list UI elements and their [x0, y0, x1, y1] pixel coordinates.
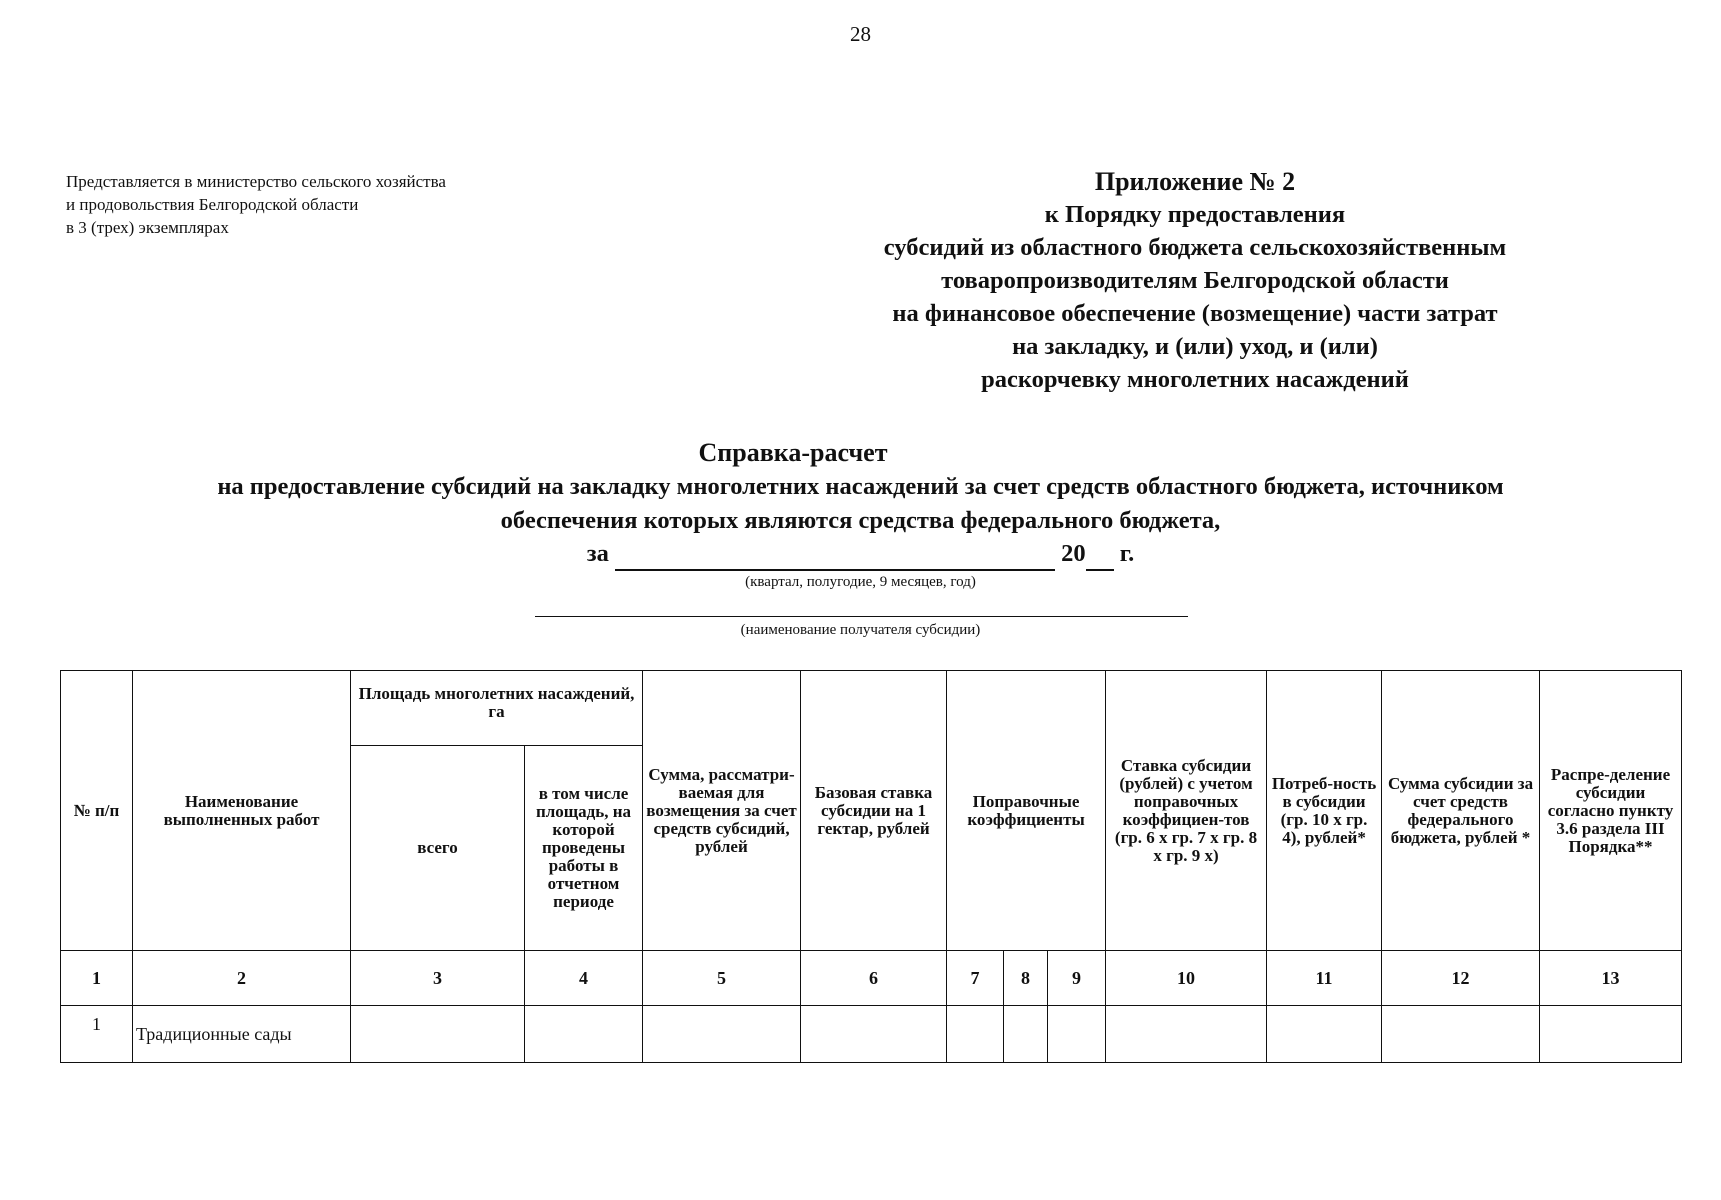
column-number: 4 [525, 951, 643, 1006]
submission-note-line: в 3 (трех) экземплярах [66, 218, 229, 237]
header-federal-sum: Сумма субсидии за счет средств федерального бюджета, рублей * [1382, 671, 1540, 951]
column-number: 6 [801, 951, 947, 1006]
cell-area-total[interactable] [351, 1006, 525, 1063]
row-work-name: Традиционные сады [133, 1006, 351, 1063]
header-area-total: всего [351, 746, 525, 951]
cell-distribution[interactable] [1540, 1006, 1682, 1063]
column-number: 10 [1106, 951, 1267, 1006]
document-title [0, 436, 1721, 538]
document-title-line: обеспечения которых являются средства федерального бюджета, [500, 507, 1221, 534]
appendix-line: на финансовое обеспечение (возмещение) части затрат [892, 300, 1498, 327]
column-number: 13 [1540, 951, 1682, 1006]
appendix-line: товаропроизводителям Белгородской области [941, 267, 1449, 294]
header-sum-considered: Сумма, рассматри-ваемая для возмещения за счет средств субсидий, рублей [643, 671, 801, 951]
header-work-name: Наименование выполненных работ [133, 671, 351, 951]
header-area-reporting: в том числе площадь, на которой проведены работы в отчетном периоде [525, 746, 643, 951]
cell-sum-considered[interactable] [643, 1006, 801, 1063]
header-distribution: Распре-деление субсидии согласно пункту 3.6 раздела III Порядка** [1540, 671, 1682, 951]
year-suffix: г. [1119, 540, 1135, 567]
recipient-name-blank[interactable] [535, 616, 1188, 617]
column-number: 12 [1382, 951, 1540, 1006]
header-area-group: Площадь многолетних насаждений, га [351, 671, 643, 746]
column-numbers-row [61, 951, 1682, 1006]
column-number: 8 [1004, 951, 1048, 1006]
cell-adjusted-rate[interactable] [1106, 1006, 1267, 1063]
header-need: Потреб-ность в субсидии (гр. 10 х гр. 4), рублей* [1267, 671, 1382, 951]
document-title-line: на предоставление субсидий на закладку многолетних насаждений за счет средств областного бюджета, источником [217, 473, 1504, 500]
page-number: 28 [850, 22, 871, 46]
header-adjusted-rate: Ставка субсидии (рублей) с учетом поправочных коэффициен-тов (гр. 6 х гр. 7 х гр. 8 х гр. 9 х) [1106, 671, 1267, 951]
cell-coefficient-7[interactable] [947, 1006, 1004, 1063]
cell-base-rate[interactable] [801, 1006, 947, 1063]
cell-area-reporting[interactable] [525, 1006, 643, 1063]
period-hint: (квартал, полугодие, 9 месяцев, год) [745, 574, 976, 590]
document-title-main: Справка-расчет [698, 438, 888, 467]
column-number: 7 [947, 951, 1004, 1006]
column-number: 3 [351, 951, 525, 1006]
column-number: 9 [1048, 951, 1106, 1006]
cell-need[interactable] [1267, 1006, 1382, 1063]
header-coefficients: Поправочные коэффициенты [947, 671, 1106, 951]
calculation-table [60, 670, 1682, 1063]
appendix-line: субсидий из областного бюджета сельскохозяйственным [883, 234, 1507, 261]
appendix-line: раскорчевку многолетних насаждений [981, 366, 1409, 393]
period-line [0, 537, 1721, 571]
period-blank[interactable] [615, 543, 1055, 571]
column-number: 11 [1267, 951, 1382, 1006]
appendix-line: на закладку, и (или) уход, и (или) [1012, 333, 1378, 360]
submission-note [66, 170, 446, 239]
year-blank[interactable] [1086, 543, 1114, 571]
column-number: 5 [643, 951, 801, 1006]
appendix-heading [680, 165, 1710, 396]
appendix-line: к Порядку предоставления [1044, 201, 1346, 228]
row-num: 1 [61, 1006, 133, 1063]
submission-note-line: и продовольствия Белгородской области [66, 195, 359, 214]
column-number: 2 [133, 951, 351, 1006]
recipient-hint: (наименование получателя субсидии) [740, 622, 981, 638]
period-prefix: за [586, 540, 609, 567]
submission-note-line: Представляется в министерство сельского хозяйства [66, 172, 446, 191]
header-base-rate: Базовая ставка субсидии на 1 гектар, рублей [801, 671, 947, 951]
table-row [61, 1006, 1682, 1063]
cell-coefficient-8[interactable] [1004, 1006, 1048, 1063]
cell-coefficient-9[interactable] [1048, 1006, 1106, 1063]
header-num: № п/п [61, 671, 133, 951]
appendix-number: Приложение № 2 [1094, 167, 1296, 196]
cell-federal-sum[interactable] [1382, 1006, 1540, 1063]
year-prefix: 20 [1061, 540, 1086, 567]
column-number: 1 [61, 951, 133, 1006]
